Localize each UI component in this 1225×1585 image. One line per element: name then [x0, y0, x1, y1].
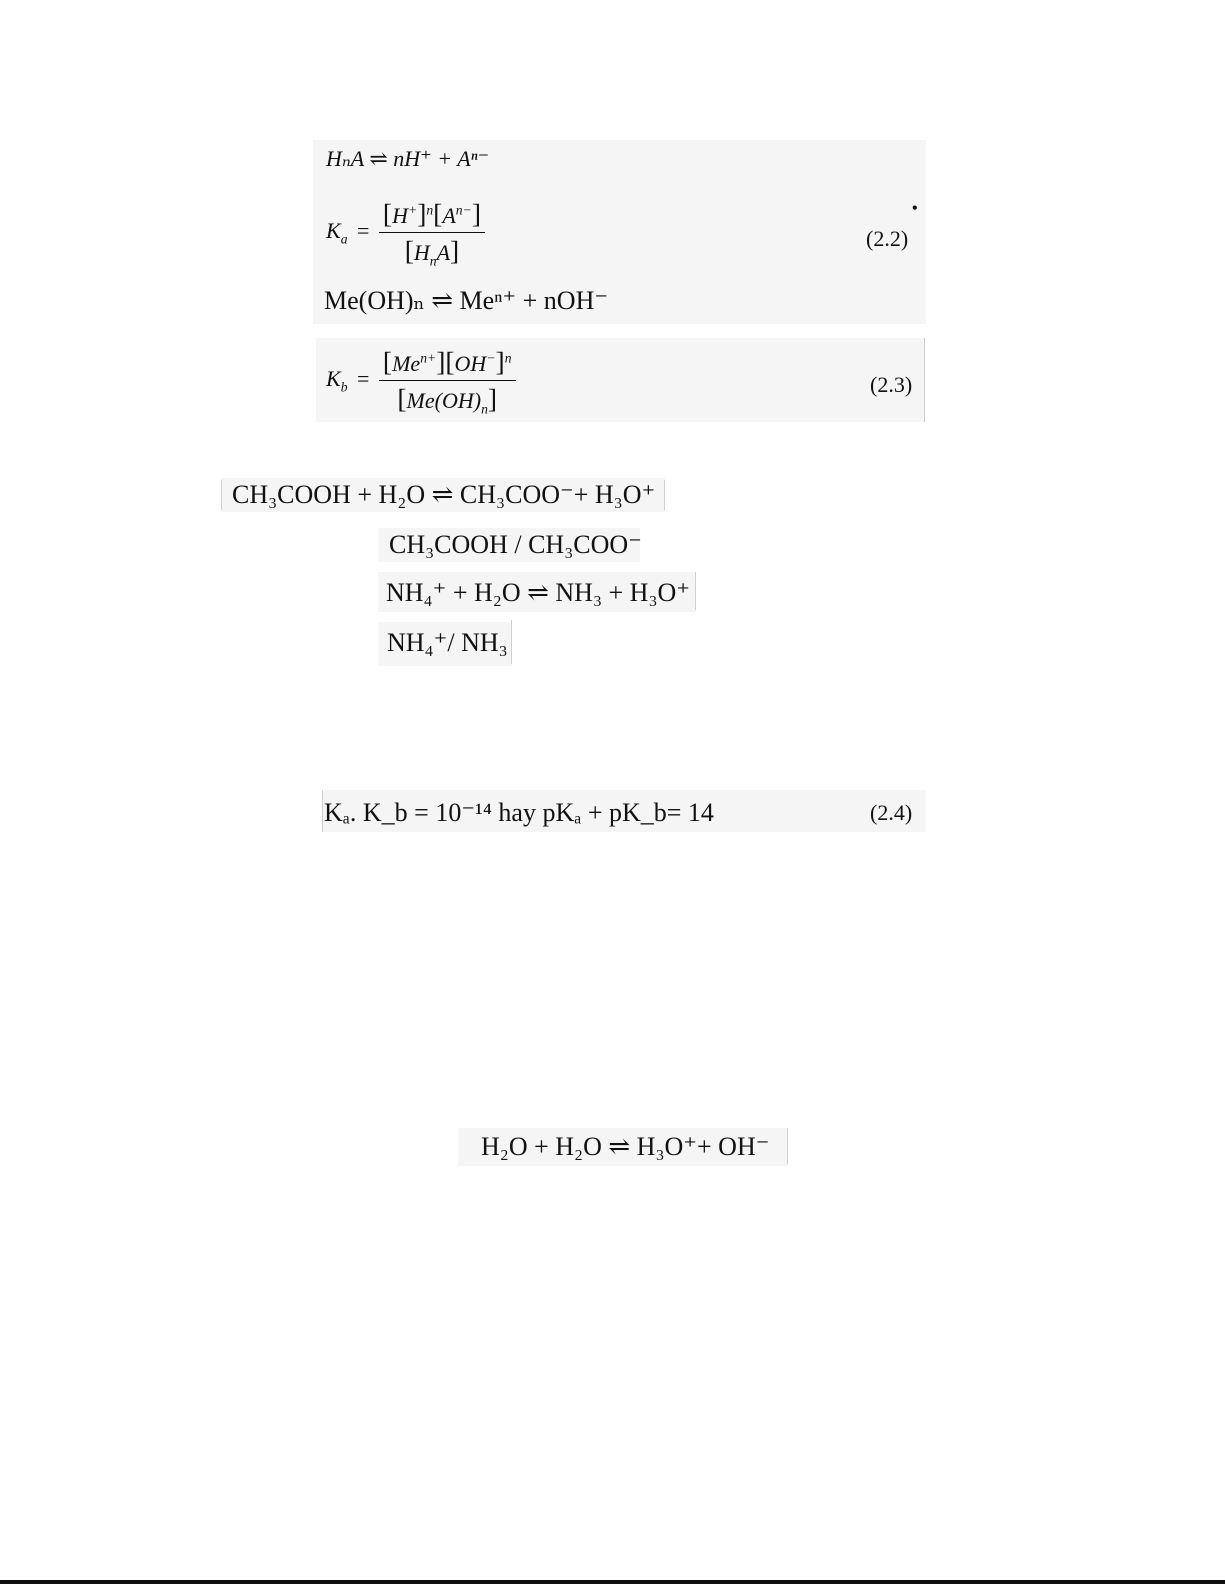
- ka-fraction: [379, 198, 485, 267]
- ammonium-conjugate-pair: NH₄⁺/ NH₃: [387, 628, 508, 657]
- acetic-conjugate-pair: CH₃COOH / CH₃COO⁻: [389, 530, 642, 559]
- base-dissociation-equation: Me(OH)ₙ ⇌ Meⁿ⁺ + nOH⁻: [324, 286, 609, 315]
- ka-kb-relation: Kₐ. K_b = 10⁻¹⁴ hay pKₐ + pK_b= 14: [324, 798, 714, 827]
- ka-expression: $K_a$ = $\frac{[H^+]^n[A^{n-}]}{[H_nA]}$: [326, 198, 485, 267]
- ammonium-equation: NH₄⁺ + H₂O ⇌ NH₃ + H₃O⁺: [386, 578, 691, 607]
- panel-edge: [924, 338, 925, 422]
- kb-denominator: $[Me(OH)_n]$: [379, 380, 516, 415]
- panel-edge: [221, 480, 222, 510]
- panel-edge: [664, 480, 665, 510]
- equation-number-2-2: (2.2): [866, 226, 909, 251]
- panel-edge: [511, 620, 512, 664]
- ka-symbol: $K_a$: [326, 217, 348, 246]
- equation-number-2-4: (2.4): [870, 800, 913, 825]
- acid-dissociation-equation: HₙA ⇌ nH⁺ + Aⁿ⁻: [326, 146, 490, 171]
- panel-edge: [787, 1128, 788, 1164]
- water-autoionization-equation: H₂O + H₂O ⇌ H₃O⁺+ OH⁻: [481, 1132, 770, 1161]
- acetic-acid-equation: CH₃COOH + H₂O ⇌ CH₃COO⁻+ H₃O⁺: [232, 480, 656, 509]
- kb-symbol: $K_b$: [326, 365, 348, 394]
- ka-denominator: $[H_nA]$: [379, 232, 485, 267]
- equation-number-2-3: (2.3): [870, 372, 913, 397]
- margin-dot: •: [912, 200, 918, 217]
- page-bottom-border: [0, 1580, 1225, 1584]
- ka-numerator: $[H^+]^n[A^{n-}]$: [382, 198, 481, 229]
- panel-edge: [695, 572, 696, 610]
- kb-numerator: $[Me^{n+}][OH^-]^n$: [382, 346, 512, 377]
- kb-expression: $K_b$ = $\frac{[Me^{n+}][OH^-]^n}{[Me(OH)_n]}$: [326, 346, 516, 415]
- kb-fraction: [379, 346, 516, 415]
- panel-edge: [322, 790, 323, 832]
